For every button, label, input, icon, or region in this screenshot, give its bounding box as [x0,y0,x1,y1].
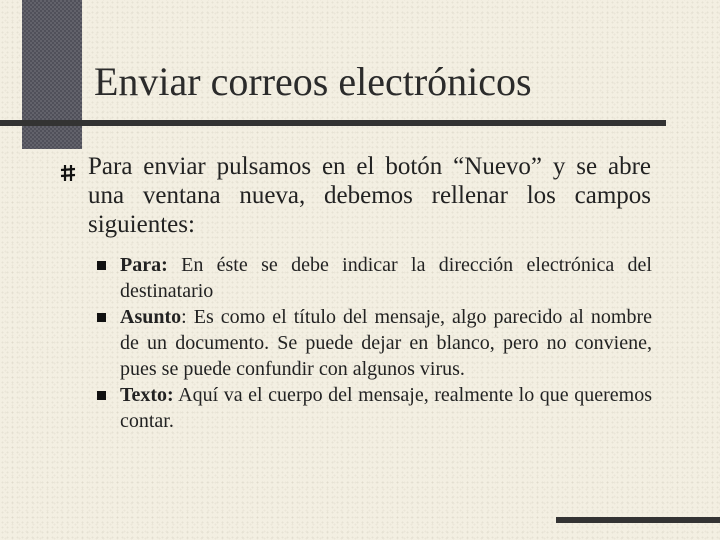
hash-bullet-icon [60,164,76,182]
list-item-texto [92,382,652,434]
main-point-text: Para enviar pulsamos en el botón “Nuevo” y se abre una ventana nueva, debemos rellenar los campos siguientes: [88,153,651,238]
corner-divider [556,517,720,523]
field-description: : Es como el título del mensaje, algo parecido al nombre de un documento. Se puede dejar en blanco, pero no conviene, pues se puede confundir con algunos virus. [120,306,652,380]
square-bullet-icon [97,261,106,270]
square-bullet-icon [97,391,106,400]
field-label: Texto: [120,384,174,406]
list-item-asunto [92,304,652,382]
square-bullet-icon [97,313,106,322]
decorative-left-band [22,0,82,149]
slide-title: Enviar correos electrónicos [94,59,532,104]
fields-list [92,252,652,434]
field-description: Aquí va el cuerpo del mensaje, realmente lo que queremos contar. [120,384,652,432]
field-label: Asunto [120,306,182,328]
field-description: En éste se debe indicar la dirección electrónica del destinatario [120,254,652,302]
field-label: Para: [120,254,168,276]
title-divider [0,120,666,126]
list-item-para [92,252,652,304]
